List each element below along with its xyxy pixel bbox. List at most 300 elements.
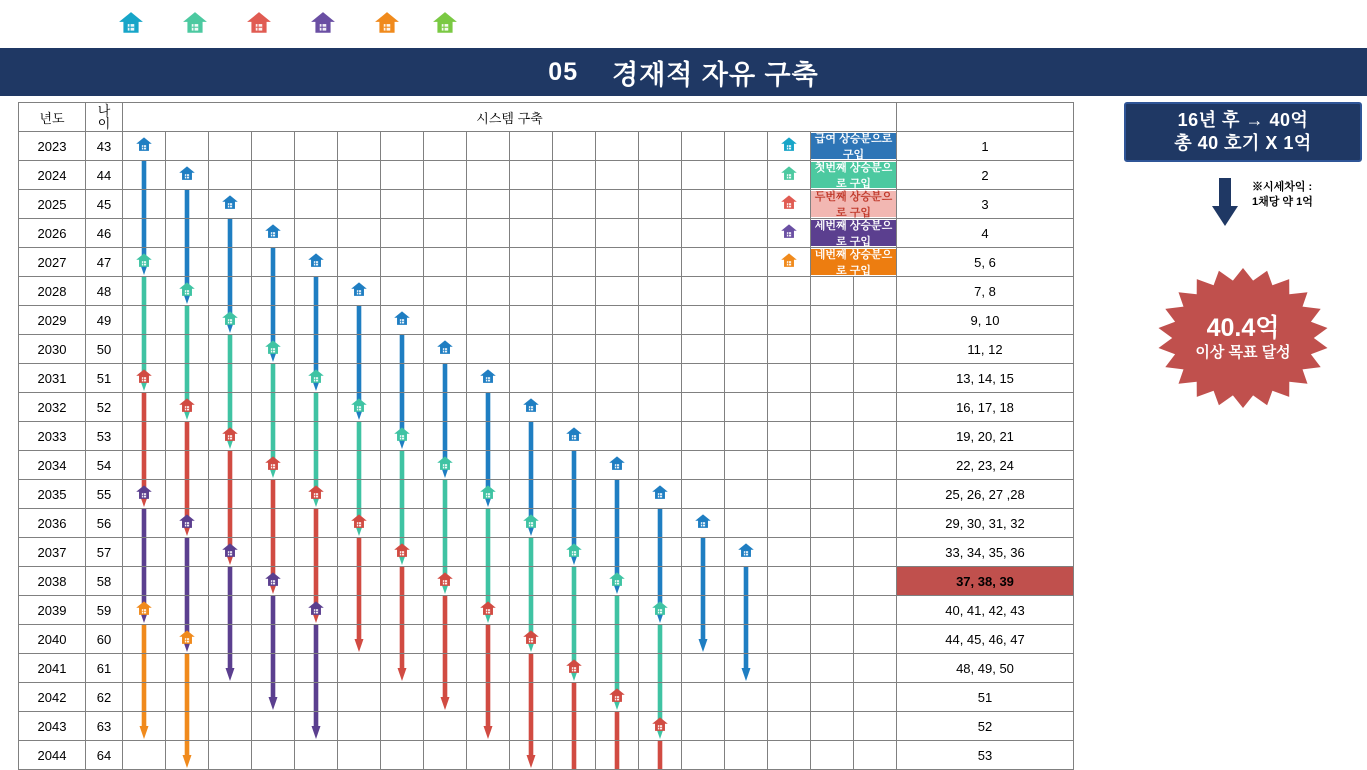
cell-grid [338,393,381,422]
cell-grid [854,335,897,364]
goal-achieved-badge [1155,268,1331,408]
cell-grid [811,654,854,683]
cell-grid [854,451,897,480]
cell-grid [467,306,510,335]
arrow-stem-icon [140,393,149,421]
page-title: 경재적 자유 구축 [612,59,819,90]
cell-grid [682,596,725,625]
cell-grid [338,161,381,190]
cell-grid [682,306,725,335]
cell-grid [596,538,639,567]
cell-grid [252,509,295,538]
cell-result: 11, 12 [897,335,1074,364]
cell-grid [639,538,682,567]
cell-grid [725,741,768,770]
arrow-stem-icon [183,538,192,566]
cell-grid [166,248,209,277]
down-arrow-wrap [1124,176,1358,232]
badge-caption: 이상 목표 달성 [1195,343,1291,361]
top-house-icon-4 [310,10,336,40]
arrow-stem-icon [398,596,407,624]
cell-grid [209,741,252,770]
arrow-stem-icon [570,683,579,711]
cell-grid [381,567,424,596]
table-row [19,654,1074,683]
cell-grid [639,741,682,770]
house-icon [222,542,239,562]
cell-grid [596,277,639,306]
arrow-stem-icon [269,509,278,537]
cell-grid [424,625,467,654]
arrow-stem-icon [226,596,235,624]
cell-grid [811,422,854,451]
cell-grid [725,625,768,654]
cell-grid [725,306,768,335]
cell-grid [467,712,510,741]
house-icon [136,136,153,156]
arrow-stem-icon [484,422,493,450]
cell-grid [553,683,596,712]
cell-grid [596,132,639,161]
arrow-stem-icon [183,451,192,479]
arrow-stem-icon [484,451,493,479]
cell-grid [381,538,424,567]
arrow-stem-icon [140,335,149,363]
cell-grid [338,683,381,712]
table-row [19,393,1074,422]
cell-grid [596,683,639,712]
house-icon [351,513,368,533]
cell-grid [381,190,424,219]
arrow-stem-icon [570,451,579,479]
house-icon [566,426,583,446]
cell-grid [768,306,811,335]
cell-grid [166,712,209,741]
cell-age: 61 [86,654,123,683]
house-icon [695,513,712,533]
cell-grid [424,393,467,422]
cell-grid [639,132,682,161]
cell-grid [553,190,596,219]
cell-grid [682,277,725,306]
cell-grid [510,393,553,422]
cell-result: 51 [897,683,1074,712]
cell-grid [596,480,639,509]
arrow-end-icon [699,625,708,653]
cell-grid [123,161,166,190]
cell-grid [682,683,725,712]
arrow-stem-icon [484,393,493,421]
arrow-stem-icon [570,509,579,537]
cell-grid [209,567,252,596]
cell-grid [467,277,510,306]
house-icon [179,281,196,301]
cell-grid [510,683,553,712]
top-house-strip [0,0,1367,48]
cell-grid [510,567,553,596]
house-icon [480,368,497,388]
arrow-stem-icon [312,335,321,363]
cell-result: 33, 34, 35, 36 [897,538,1074,567]
cell-grid [768,625,811,654]
arrow-stem-icon [699,596,708,624]
cell-grid [166,422,209,451]
arrow-stem-icon [656,654,665,682]
cell-grid [639,306,682,335]
cell-grid [510,219,553,248]
cell-grid [123,306,166,335]
cell-grid [510,306,553,335]
cell-grid [424,741,467,770]
cell-grid [725,248,768,277]
cell-grid [854,654,897,683]
cell-grid [553,741,596,770]
arrow-stem-icon [441,538,450,566]
arrow-end-icon [355,625,364,653]
cell-grid [811,509,854,538]
house-icon [652,484,669,504]
house-icon [179,513,196,533]
arrow-stem-icon [140,161,149,189]
cell-grid [811,538,854,567]
cell-grid [682,654,725,683]
arrow-stem-icon [398,567,407,595]
cell-grid [209,190,252,219]
cell-grid [381,625,424,654]
house-icon [523,397,540,417]
top-house-icon-5 [374,10,400,40]
cell-grid [682,364,725,393]
cell-year: 2029 [19,306,86,335]
cell-age: 50 [86,335,123,364]
house-icon [136,252,153,272]
cell-grid [510,161,553,190]
cell-legend-icon [768,190,811,219]
cell-grid [338,538,381,567]
cell-result: 25, 26, 27 ,28 [897,480,1074,509]
cell-grid [166,364,209,393]
cell-grid [553,219,596,248]
cell-grid [768,596,811,625]
cell-grid [252,132,295,161]
cell-result: 37, 38, 39 [897,567,1074,596]
goal-box [1124,102,1362,162]
house-icon [781,223,798,243]
cell-legend-icon [768,132,811,161]
arrow-stem-icon [269,654,278,682]
cell-grid [553,248,596,277]
arrow-stem-icon [398,335,407,363]
cell-grid [596,422,639,451]
cell-result: 52 [897,712,1074,741]
arrow-end-icon [441,683,450,711]
cell-grid [768,538,811,567]
cell-grid [123,567,166,596]
arrow-stem-icon [269,364,278,392]
arrow-stem-icon [613,596,622,624]
arrow-stem-icon [183,567,192,595]
cell-grid [768,712,811,741]
legend-item [811,190,897,219]
house-icon [136,484,153,504]
cell-grid [639,219,682,248]
arrow-stem-icon [613,480,622,508]
cell-grid [209,306,252,335]
arrow-stem-icon [183,654,192,682]
cell-grid [596,567,639,596]
arrow-stem-icon [269,422,278,450]
arrow-stem-icon [570,625,579,653]
cell-grid [725,509,768,538]
cell-grid [123,741,166,770]
cell-grid [381,422,424,451]
arrow-stem-icon [226,277,235,305]
cell-grid [381,248,424,277]
cell-grid [252,248,295,277]
cell-year: 2034 [19,451,86,480]
house-icon [308,252,325,272]
cell-grid [725,161,768,190]
cell-grid [682,219,725,248]
arrow-stem-icon [742,625,751,653]
arrow-stem-icon [312,277,321,305]
cell-grid [338,306,381,335]
cell-grid [166,625,209,654]
cell-result: 5, 6 [897,248,1074,277]
cell-grid [639,190,682,219]
arrow-stem-icon [527,451,536,479]
arrow-stem-icon [140,422,149,450]
cell-grid [811,277,854,306]
arrow-stem-icon [398,451,407,479]
cell-grid [252,364,295,393]
cell-grid [553,538,596,567]
table-row [19,277,1074,306]
cell-grid [682,161,725,190]
table-row [19,364,1074,393]
cell-grid [424,567,467,596]
cell-grid [596,248,639,277]
house-icon [179,165,196,185]
cell-grid [338,741,381,770]
legend-label: 두번째 상승분으로 구입 [811,191,896,217]
cell-grid [768,683,811,712]
house-icon [437,339,454,359]
cell-grid [725,567,768,596]
cell-grid [166,451,209,480]
cell-grid [252,161,295,190]
cell-grid [811,306,854,335]
arrow-stem-icon [570,567,579,595]
arrow-stem-icon [312,422,321,450]
arrow-stem-icon [527,480,536,508]
cell-year: 2032 [19,393,86,422]
arrow-stem-icon [183,335,192,363]
cell-grid [166,335,209,364]
cell-grid [424,248,467,277]
cell-grid [381,277,424,306]
house-icon [738,542,755,562]
arrow-stem-icon [226,480,235,508]
cell-grid [854,364,897,393]
cell-grid [295,654,338,683]
top-house-icon-6 [432,10,458,40]
arrow-stem-icon [484,567,493,595]
arrow-stem-icon [484,625,493,653]
cell-year: 2041 [19,654,86,683]
cell-grid [424,190,467,219]
arrow-stem-icon [312,567,321,595]
house-icon [652,600,669,620]
cell-grid [252,306,295,335]
cell-year: 2028 [19,277,86,306]
cell-grid [854,306,897,335]
cell-grid [424,480,467,509]
cell-grid [209,480,252,509]
cell-grid [252,741,295,770]
cell-grid [682,712,725,741]
house-icon [609,571,626,591]
cell-grid [123,451,166,480]
cell-grid [854,277,897,306]
cell-grid [811,596,854,625]
arrow-stem-icon [140,509,149,537]
arrow-stem-icon [613,712,622,740]
arrow-stem-icon [699,567,708,595]
cell-grid [682,741,725,770]
house-icon [179,629,196,649]
cell-age: 54 [86,451,123,480]
cell-grid [295,277,338,306]
cell-grid [338,654,381,683]
house-icon [265,571,282,591]
cell-grid [682,509,725,538]
arrow-stem-icon [312,451,321,479]
cell-grid [553,393,596,422]
cell-grid [295,683,338,712]
cell-grid [467,219,510,248]
cell-grid [381,306,424,335]
table-row [19,248,1074,277]
note-line-1: ※시세차익 : [1252,181,1313,193]
cell-grid [553,596,596,625]
arrow-stem-icon [441,509,450,537]
arrow-stem-icon [484,509,493,537]
cell-grid [123,596,166,625]
cell-grid [209,422,252,451]
cell-grid [467,451,510,480]
cell-age: 59 [86,596,123,625]
cell-grid [424,277,467,306]
cell-year: 2044 [19,741,86,770]
house-icon [265,339,282,359]
cell-grid [596,712,639,741]
cell-grid [252,335,295,364]
arrow-stem-icon [570,712,579,740]
cell-grid [854,393,897,422]
cell-grid [682,538,725,567]
cell-grid [639,509,682,538]
cell-grid [553,712,596,741]
cell-grid [596,596,639,625]
cell-grid [123,393,166,422]
cell-grid [166,654,209,683]
slide-title-bar [0,48,1367,96]
arrow-stem-icon [269,625,278,653]
arrow-stem-icon [183,422,192,450]
cell-grid [639,364,682,393]
cell-grid [639,712,682,741]
cell-grid [381,741,424,770]
cell-grid [381,219,424,248]
cell-grid [510,538,553,567]
table-row [19,132,1074,161]
arrow-stem-icon [656,625,665,653]
cell-grid [123,248,166,277]
cell-grid [123,625,166,654]
cell-age: 46 [86,219,123,248]
cell-grid [295,596,338,625]
cell-grid [123,190,166,219]
arrow-stem-icon [269,277,278,305]
arrow-stem-icon [312,654,321,682]
legend-label: 첫번째 상승분으로 구입 [811,162,896,188]
cell-grid [725,393,768,422]
cell-grid [682,335,725,364]
arrow-stem-icon [183,596,192,624]
arrow-stem-icon [441,596,450,624]
cell-result: 29, 30, 31, 32 [897,509,1074,538]
house-icon [222,194,239,214]
cell-year: 2026 [19,219,86,248]
arrow-stem-icon [226,509,235,537]
table-row [19,480,1074,509]
cell-grid [725,277,768,306]
goal-line-1: 16년 후 → 40억 [1177,110,1309,130]
cell-grid [252,625,295,654]
house-icon [394,310,411,330]
arrow-end-icon [226,654,235,682]
cell-grid [338,219,381,248]
cell-grid [209,654,252,683]
cell-grid [596,741,639,770]
note-text [1252,180,1313,210]
house-icon [437,571,454,591]
cell-grid [209,509,252,538]
cell-grid [166,306,209,335]
cell-grid [467,248,510,277]
arrow-stem-icon [656,509,665,537]
table-row [19,567,1074,596]
cell-grid [467,625,510,654]
cell-grid [811,335,854,364]
cell-grid [424,161,467,190]
arrow-stem-icon [183,712,192,740]
cell-age: 44 [86,161,123,190]
cell-grid [768,741,811,770]
table-row [19,422,1074,451]
table-row [19,190,1074,219]
cell-grid [854,480,897,509]
cell-grid [338,451,381,480]
house-icon [394,426,411,446]
cell-grid [467,596,510,625]
arrow-stem-icon [183,480,192,508]
cell-grid [467,190,510,219]
table-row [19,712,1074,741]
cell-grid [467,654,510,683]
arrow-stem-icon [183,306,192,334]
